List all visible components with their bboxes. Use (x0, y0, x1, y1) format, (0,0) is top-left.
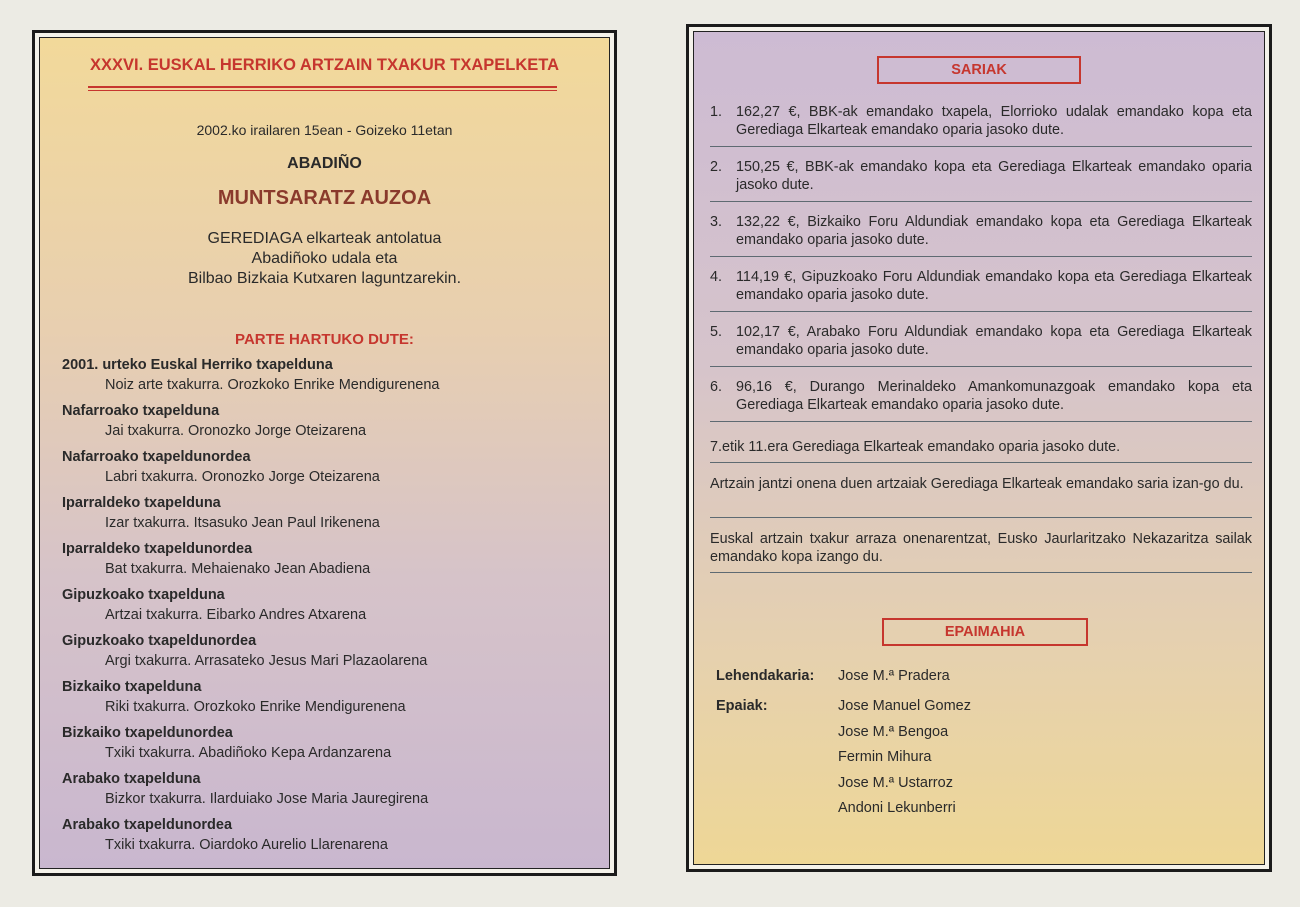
prize-item (710, 100, 1252, 147)
president-label: Lehendakaria: (716, 668, 815, 684)
judge-name: Andoni Lekunberri (838, 800, 956, 816)
organizer-line: Bilbao Bizkaia Kutxaren laguntzarekin. (187, 270, 462, 287)
left-page-frame (39, 37, 610, 869)
participant-dog: Labri txakurra. Oronozko Jorge Oteizarena (105, 469, 380, 485)
participant-title: Gipuzkoako txapelduna (62, 587, 225, 603)
participant-title: Arabako txapelduna (62, 771, 201, 787)
prize-extra: Artzain jantzi onena duen artzaiak Gerediaga Elkarteak emandako saria izan-go du. (710, 471, 1252, 518)
president-name: Jose M.ª Pradera (838, 668, 950, 684)
participants-heading: PARTE HARTUKO DUTE: (235, 331, 414, 348)
organizer-line: GEREDIAGA elkarteak antolatua (207, 230, 442, 247)
prize-item (710, 320, 1252, 367)
participant-dog: Jai txakurra. Oronozko Jorge Oteizarena (105, 423, 367, 439)
participant-item (62, 540, 602, 586)
prize-text: 102,17 €, Arabako Foru Aldundiak emandako kopa eta Gerediaga Elkarteak emandako oparia jasoko dute. (736, 324, 1252, 358)
prize-text: 96,16 €, Durango Merinaldeko Amankomunazgoak emandako kopa eta Gerediaga Elkarteak emandako oparia jasoko dute. (736, 379, 1252, 413)
prizes-heading: SARIAK (877, 56, 1081, 84)
prize-item (710, 265, 1252, 312)
prize-item (710, 155, 1252, 202)
event-date: 2002.ko irailaren 15ean - Goizeko 11etan (196, 122, 453, 138)
prize-number: 5. (710, 324, 723, 340)
participant-dog: Izar txakurra. Itsasuko Jean Paul Irikenena (105, 515, 380, 531)
participant-item (62, 632, 602, 678)
participant-title: Iparraldeko txapeldunordea (62, 541, 253, 557)
right-page (686, 24, 1272, 872)
prize-number: 2. (710, 159, 723, 175)
participant-dog: Argi txakurra. Arrasateko Jesus Mari Plazaolarena (105, 653, 428, 669)
participant-title: 2001. urteko Euskal Herriko txapelduna (62, 357, 333, 373)
participant-title: Gipuzkoako txapeldunordea (62, 633, 257, 649)
judge-name: Fermin Mihura (838, 749, 932, 765)
jury-judges-row (716, 694, 1236, 822)
prize-extra: Euskal artzain txakur arraza onenarentzat, Eusko Jaurlaritzako Nekazaritza sailak emandako kopa izango du. (710, 526, 1252, 573)
title-underline (88, 86, 557, 91)
right-page-frame (693, 31, 1265, 865)
participant-item (62, 678, 602, 724)
participant-title: Arabako txapeldunordea (62, 817, 233, 833)
prize-number: 3. (710, 214, 723, 230)
participant-title: Nafarroako txapelduna (62, 403, 220, 419)
judge-name: Jose M.ª Bengoa (838, 723, 949, 740)
prizes-list (710, 100, 1252, 573)
event-town: ABADIÑO (287, 155, 362, 172)
participant-item (62, 356, 602, 402)
judge-name: Jose M.ª Ustarroz (838, 774, 953, 791)
participant-dog: Bat txakurra. Mehaienako Jean Abadiena (105, 561, 371, 577)
participant-item (62, 494, 602, 540)
left-page (32, 30, 617, 876)
participant-item (62, 816, 602, 862)
participant-dog: Riki txakurra. Orozkoko Enrike Mendigurenena (105, 699, 406, 715)
participant-item (62, 586, 602, 632)
judge-name: Jose Manuel Gomez (838, 698, 971, 714)
prize-number: 4. (710, 269, 723, 285)
organizers (40, 229, 609, 289)
judges-label: Epaiak: (716, 698, 768, 714)
jury-section (716, 668, 1236, 822)
championship-title: XXXVI. EUSKAL HERRIKO ARTZAIN TXAKUR TXAPELKETA (89, 56, 560, 74)
prize-number: 6. (710, 379, 723, 395)
participant-dog: Artzai txakurra. Eibarko Andres Atxarena (105, 607, 367, 623)
jury-president-row (716, 668, 1236, 684)
prize-text: 162,27 €, BBK-ak emandako txapela, Elorrioko udalak emandako kopa eta Gerediaga Elkarteak emandako oparia jasoko dute. (736, 104, 1252, 138)
event-quarter: MUNTSARATZ AUZOA (217, 187, 432, 209)
prize-text: 132,22 €, Bizkaiko Foru Aldundiak emandako kopa eta Gerediaga Elkarteak emandako oparia jasoko dute. (736, 214, 1252, 248)
participant-title: Iparraldeko txapelduna (62, 495, 221, 511)
participant-item (62, 402, 602, 448)
participant-title: Bizkaiko txapeldunordea (62, 725, 233, 741)
participant-dog: Noiz arte txakurra. Orozkoko Enrike Mendigurenena (105, 377, 440, 393)
participant-dog: Txiki txakurra. Abadiñoko Kepa Ardanzarena (105, 745, 392, 761)
participant-dog: Bizkor txakurra. Ilarduiako Jose Maria Jauregirena (105, 791, 429, 807)
prize-number: 1. (710, 104, 723, 120)
jury-heading: EPAIMAHIA (882, 618, 1088, 646)
prize-text: 114,19 €, Gipuzkoako Foru Aldundiak emandako kopa eta Gerediaga Elkarteak emandako oparia jasoko dute. (736, 269, 1252, 303)
judges-list (838, 694, 971, 822)
participant-title: Bizkaiko txapelduna (62, 679, 202, 695)
prize-item (710, 375, 1252, 422)
participant-item (62, 724, 602, 770)
organizer-line: Abadiñoko udala eta (251, 250, 398, 267)
participant-item (62, 448, 602, 494)
prize-item (710, 210, 1252, 257)
prize-extra: 7.etik 11.era Gerediaga Elkarteak emandako oparia jasoko dute. (710, 430, 1252, 463)
participant-dog: Txiki txakurra. Oiardoko Aurelio Llarenarena (105, 837, 388, 853)
participants-list (62, 356, 602, 862)
participant-item (62, 770, 602, 816)
participant-title: Nafarroako txapeldunordea (62, 449, 251, 465)
prize-text: 150,25 €, BBK-ak emandako kopa eta Gerediaga Elkarteak emandako oparia jasoko dute. (736, 159, 1252, 193)
